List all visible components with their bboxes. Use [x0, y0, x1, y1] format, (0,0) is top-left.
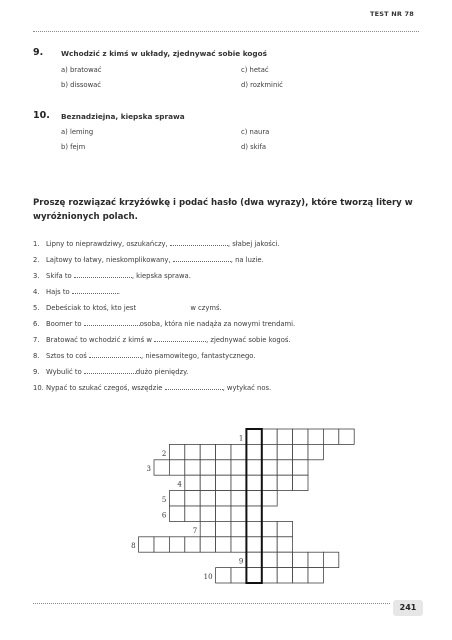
crossword-cell[interactable] [185, 475, 200, 490]
crossword-cell[interactable] [169, 444, 184, 459]
question-10-option-c[interactable]: c) naura [241, 128, 270, 136]
crossword-cell[interactable] [169, 506, 184, 521]
clue-number: 2. [33, 256, 40, 264]
crossword-cell[interactable] [231, 475, 246, 490]
crossword-row-label: 5 [161, 496, 167, 504]
clue-text-before: Lajtowy to łatwy, nieskomplikowany, [46, 256, 171, 264]
crossword-cell[interactable] [246, 568, 261, 583]
question-9-text: Wchodzić z kimś w układy, zjednywać sobie kogoś [61, 49, 267, 58]
crossword-cell[interactable] [262, 568, 277, 583]
crossword-cell[interactable] [216, 537, 231, 552]
clue-text-before: Hajs to [46, 288, 70, 296]
crossword-cell[interactable] [262, 521, 277, 536]
clue-number: 9. [33, 368, 40, 376]
crossword-cell[interactable] [277, 444, 292, 459]
clue-text-after: , wytykać nos. [222, 384, 272, 392]
question-9-option-c[interactable]: c) hetać [241, 66, 269, 74]
question-10-option-b[interactable]: b) fejm [61, 143, 86, 151]
crossword-cell[interactable] [293, 429, 308, 444]
crossword-cell[interactable] [246, 429, 261, 444]
clue-number: 7. [33, 336, 40, 344]
page-number: 241 [393, 600, 423, 616]
crossword-cell[interactable] [231, 460, 246, 475]
crossword-cell[interactable] [216, 506, 231, 521]
crossword-cell[interactable] [246, 552, 261, 567]
question-10-option-d[interactable]: d) skifa [241, 143, 267, 151]
clue-number: 5. [33, 304, 40, 312]
crossword-row-label: 3 [146, 465, 151, 474]
crossword-cell[interactable] [339, 429, 354, 444]
crossword-cell[interactable] [246, 521, 261, 536]
crossword-row-label: 4 [177, 480, 182, 489]
crossword-cell[interactable] [216, 475, 231, 490]
question-9-option-d[interactable]: d) rozkminić [241, 81, 283, 89]
crossword-cell[interactable] [323, 429, 338, 444]
clue-number: 3. [33, 272, 40, 280]
crossword-cell[interactable] [246, 506, 261, 521]
question-9-option-a[interactable]: a) bratować [61, 66, 102, 74]
crossword-row-label: 7 [192, 526, 198, 535]
crossword-cell[interactable] [231, 537, 246, 552]
question-9-option-b[interactable]: b) dissować [61, 81, 102, 89]
crossword-cell[interactable] [293, 475, 308, 490]
clue-text-after: , zjednywać sobie kogoś. [206, 336, 291, 344]
crossword-cell[interactable] [200, 521, 215, 536]
crossword-cell[interactable] [200, 506, 215, 521]
crossword-cell[interactable] [231, 491, 246, 506]
crossword-cell[interactable] [262, 460, 277, 475]
crossword-cell[interactable] [262, 444, 277, 459]
question-10-text: Beznadziejna, kiepska sprawa [61, 112, 185, 121]
crossword-cell[interactable] [185, 444, 200, 459]
crossword-cell[interactable] [200, 460, 215, 475]
clue-text-before: Skifa to [46, 272, 72, 280]
crossword-cell[interactable] [200, 537, 215, 552]
clue-text-before: Bratować to wchodzić z kimś w [46, 336, 152, 344]
crossword-cell[interactable] [262, 491, 277, 506]
crossword-cell[interactable] [246, 537, 261, 552]
clue-number: 4. [33, 288, 40, 296]
clue-text-after: osoba, która nie nadąża za nowymi trendami. [139, 320, 296, 328]
clue-text-after: , słabej jakości. [227, 240, 280, 248]
crossword-row-label: 10 [203, 573, 213, 581]
crossword-cell[interactable] [308, 568, 323, 583]
crossword-cell[interactable] [216, 568, 231, 583]
clue-text-before: Sztos to coś [46, 352, 87, 360]
crossword-cell[interactable] [231, 568, 246, 583]
crossword-cell[interactable] [231, 444, 246, 459]
crossword-cell[interactable] [277, 475, 292, 490]
clue-text-before: Debeściak to ktoś, kto jest [46, 304, 137, 312]
clue-text-after: , niesamowitego, fantastycznego. [141, 352, 256, 360]
crossword-cell[interactable] [293, 444, 308, 459]
crossword-cell[interactable] [246, 475, 261, 490]
crossword-cell[interactable] [308, 552, 323, 567]
crossword-row-label: 1 [238, 434, 244, 443]
crossword-cell[interactable] [231, 506, 246, 521]
crossword-instruction: Proszę rozwiązać krzyżówkę i podać hasło (dwa wyrazy), które tworzą litery w wyróżnionych polach. [33, 198, 413, 222]
question-10-option-a[interactable]: a) leming [61, 128, 94, 136]
clue-text-before: Lipny to nieprawdziwy, oszukańczy, [46, 240, 168, 248]
crossword-cell[interactable] [262, 429, 277, 444]
crossword-cell[interactable] [216, 491, 231, 506]
question-9-number: 9. [33, 47, 44, 58]
crossword-cell[interactable] [185, 537, 200, 552]
clue-text-before: Wybulić to [46, 368, 82, 376]
crossword-cell[interactable] [277, 568, 292, 583]
crossword-cell[interactable] [216, 460, 231, 475]
crossword-cell[interactable] [277, 552, 292, 567]
crossword-cell[interactable] [185, 460, 200, 475]
crossword-cell[interactable] [154, 537, 169, 552]
crossword-cell[interactable] [262, 552, 277, 567]
crossword-cell[interactable] [185, 491, 200, 506]
question-10-number: 10. [33, 110, 50, 121]
crossword-row-label: 6 [161, 511, 167, 520]
crossword-cell[interactable] [169, 537, 184, 552]
crossword-cell[interactable] [308, 429, 323, 444]
crossword-cell[interactable] [185, 506, 200, 521]
clue-text-after: . [117, 288, 121, 296]
clue-text-after: w czymś. [190, 304, 222, 312]
crossword-cell[interactable] [200, 475, 215, 490]
clue-text-after: dużo pieniędzy. [135, 368, 189, 376]
test-label: TEST NR 78 [369, 10, 414, 18]
crossword-row-label: 2 [161, 449, 167, 458]
crossword-cell[interactable] [262, 537, 277, 552]
crossword-row-label: 9 [238, 557, 244, 566]
bottom-divider [33, 603, 390, 604]
crossword-cell[interactable] [277, 429, 292, 444]
clue-number: 8. [33, 352, 40, 360]
crossword-cell[interactable] [308, 444, 323, 459]
crossword-cell[interactable] [154, 460, 169, 475]
clue-text-after: , na luzie. [230, 256, 264, 264]
crossword-cell[interactable] [293, 568, 308, 583]
clue-text-before: Nypać to szukać czegoś, wszędzie [46, 384, 163, 392]
crossword-cell[interactable] [169, 491, 184, 506]
clue-number: 1. [33, 240, 40, 248]
crossword-cell[interactable] [277, 521, 292, 536]
crossword-cell[interactable] [246, 444, 261, 459]
crossword-cell[interactable] [277, 537, 292, 552]
crossword-cell[interactable] [200, 491, 215, 506]
crossword-cell[interactable] [216, 444, 231, 459]
crossword-cell[interactable] [246, 460, 261, 475]
crossword-cell[interactable] [216, 521, 231, 536]
crossword-cell[interactable] [262, 475, 277, 490]
crossword-row-label: 8 [131, 542, 136, 551]
crossword-cell[interactable] [139, 537, 154, 552]
crossword-cell[interactable] [277, 460, 292, 475]
crossword-cell[interactable] [246, 491, 261, 506]
crossword-cell[interactable] [293, 552, 308, 567]
clue-number: 10. [33, 384, 44, 392]
crossword-cell[interactable] [200, 444, 215, 459]
crossword-cell[interactable] [231, 521, 246, 536]
clue-text-after: , kiepska sprawa. [131, 272, 191, 280]
crossword-cell[interactable] [293, 460, 308, 475]
crossword-cell[interactable] [323, 552, 338, 567]
crossword-cell[interactable] [169, 460, 184, 475]
clue-number: 6. [33, 320, 40, 328]
clue-text-before: Boomer to [46, 320, 82, 328]
